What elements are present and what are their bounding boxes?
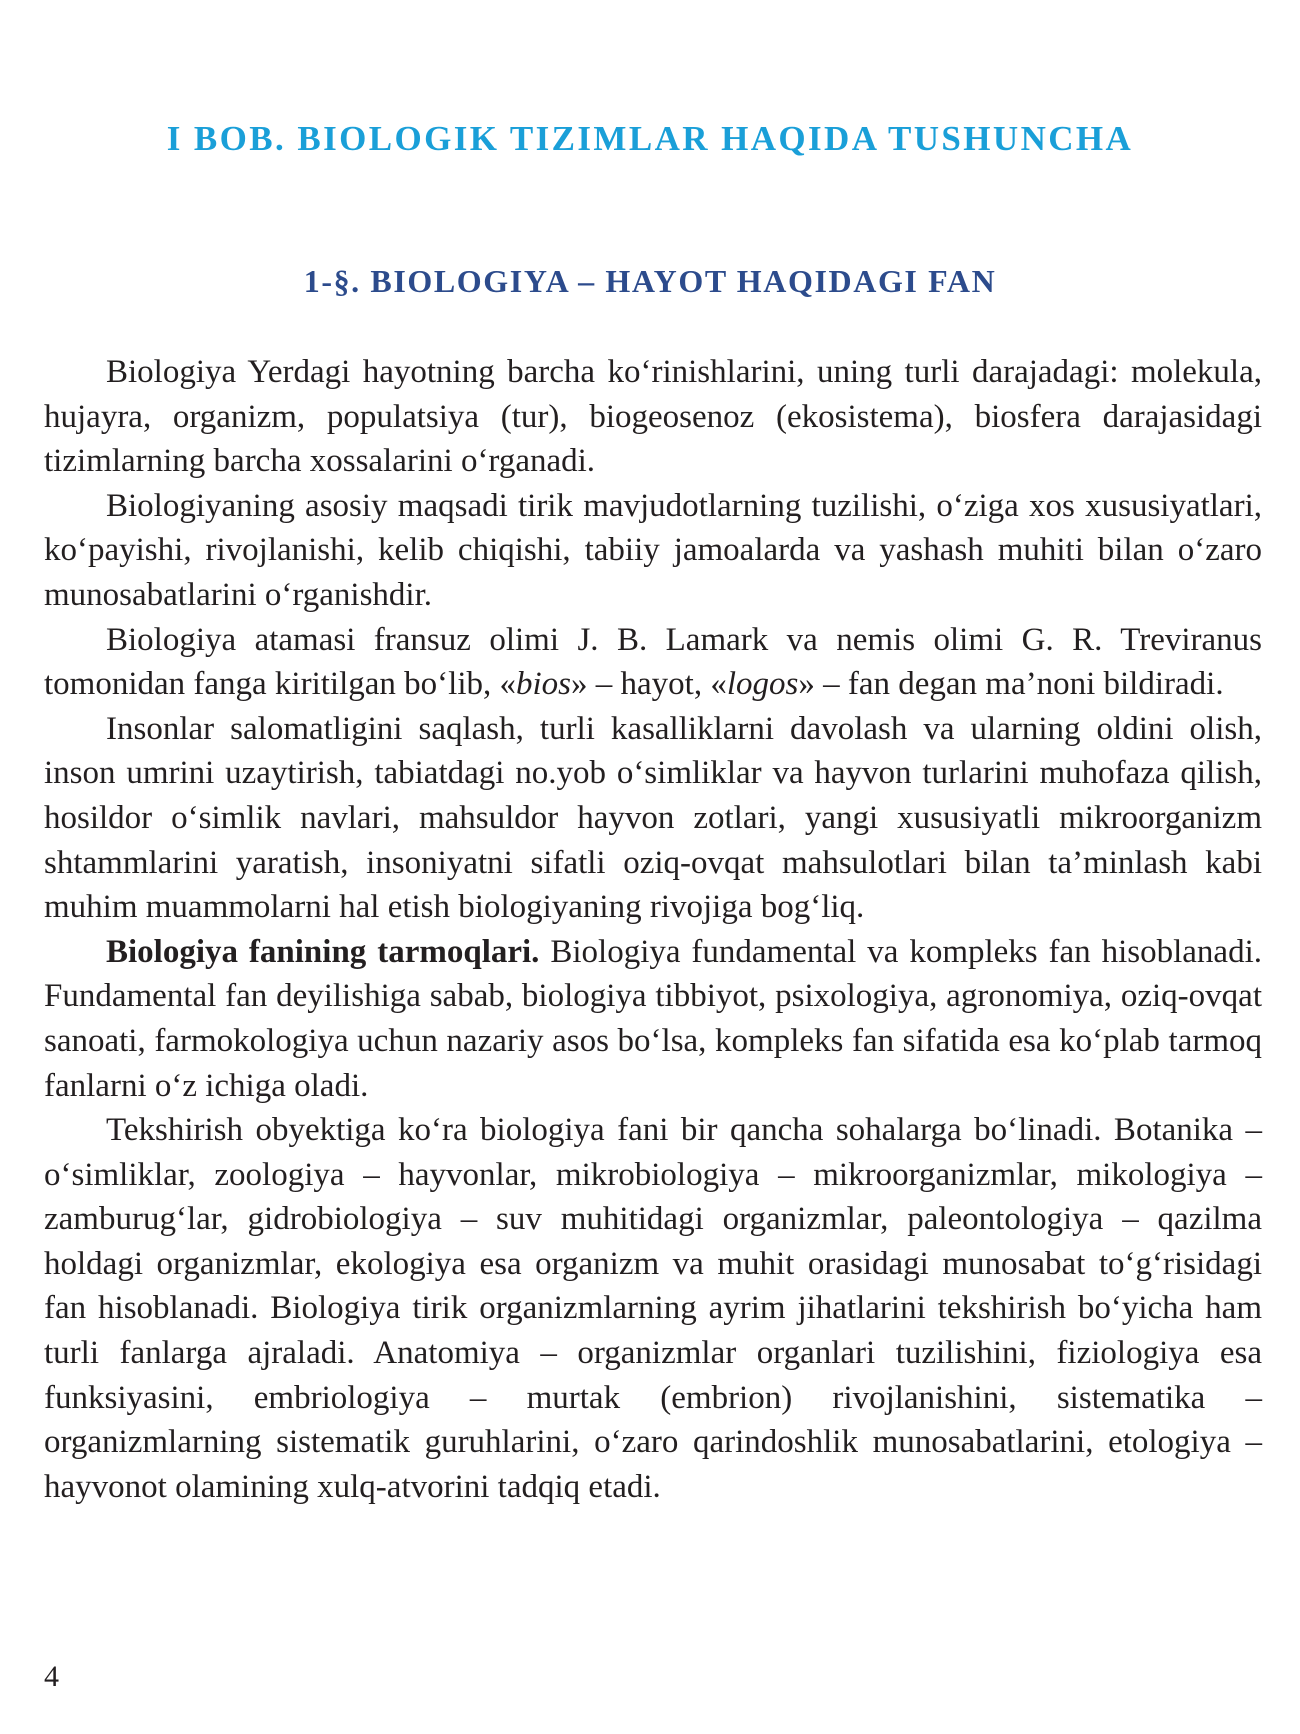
term-logos: logos: [726, 666, 799, 703]
paragraph-3-text-b: » – hayot, «: [571, 666, 727, 703]
chapter-title: I BOB. BIOLOGIK TIZIMLAR HAQIDA TUSHUNCHA: [166, 119, 1134, 158]
paragraph-5: [44, 930, 1262, 1108]
body-text: [44, 350, 1262, 1509]
page-number: 4: [44, 1660, 59, 1693]
section-title: 1-§. BIOLOGIYA – HAYOT HAQIDAGI FAN: [303, 263, 997, 299]
paragraph-2: Biologiyaning asosiy maqsadi tirik mavjudotlarning tuzilishi, o‘ziga xos xususiyatlari, ko‘payishi, rivojlanishi, kelib chiqishi, tabiiy jamoalarda va yashash muhiti bilan o‘zaro munosabatlarini o‘rganishdir.: [44, 487, 1262, 613]
paragraph-3-text-a: Biologiya atamasi fransuz olimi J. B. Lamark va nemis olimi G. R. Treviranus tomonidan fanga kiritilgan bo‘lib, «: [44, 621, 1262, 703]
subsection-heading: Biologiya fanining tarmoqlari.: [106, 933, 540, 970]
term-bios: bios: [516, 666, 572, 703]
paragraph-3-text-c: » – fan degan ma’noni bildiradi.: [798, 666, 1224, 703]
paragraph-4: Insonlar salomatligini saqlash, turli kasalliklarni davolash va ularning oldini olish, inson umrini uzaytirish, tabiatdagi no.yob o‘simliklar va hayvon turlarini muhofaza qilish, hosildor o‘simlik navlari, mahsuldor hayvon zotlari, yangi xususiyatli mikroorganizm shtammlarini yaratish, insoniyatni sifatli oziq-ovqat mahsulotlari bilan ta’minlash kabi muhim muammolarni hal etish biologiyaning rivojiga bog‘liq.: [44, 710, 1262, 926]
paragraph-6: Tekshirish obyektiga ko‘ra biologiya fani bir qancha sohalarga bo‘linadi. Botanika – o‘simliklar, zoologiya – hayvonlar, mikrobiologiya – mikroorganizmlar, mikologiya – zamburug‘lar, gidrobiologiya – suv muhitidagi organizmlar, paleontologiya – qazilma holdagi organizmlar, ekologiya esa organizm va muhit orasidagi munosabat to‘g‘risidagi fan hisoblanadi. Biologiya tirik organizmlarning ayrim jihatlarini tekshirish bo‘yicha ham turli fanlarga ajraladi. Anatomiya – organizmlar organlari tuzilishini, fiziologiya esa funksiyasini, embriologiya – murtak (embrion) rivojlanishini, sistematika – organizmlarning sistematik guruhlarini, o‘zaro qarindoshlik munosabatlarini, etologiya – hayvonot olamining xulq-atvorini tadqiq etadi.: [44, 1112, 1262, 1505]
paragraph-3: [44, 618, 1262, 707]
paragraph-5-text: Biologiya fundamental va kompleks fan hisoblanadi. Fundamental fan deyilishiga sabab, biologiya tibbiyot, psixologiya, agronomiya, oziq-ovqat sanoati, farmokologiya uchun nazariy asos bo‘lsa, kompleks fan sifatida esa ko‘plab tarmoq fanlarni o‘z ichiga oladi.: [44, 933, 1262, 1104]
paragraph-1: Biologiya Yerdagi hayotning barcha ko‘rinishlarini, uning turli darajadagi: molekula, hujayra, organizm, populatsiya (tur), biogeosenoz (ekosistema), biosfera darajasidagi tizimlarning barcha xossalarini o‘rganadi.: [44, 354, 1262, 480]
